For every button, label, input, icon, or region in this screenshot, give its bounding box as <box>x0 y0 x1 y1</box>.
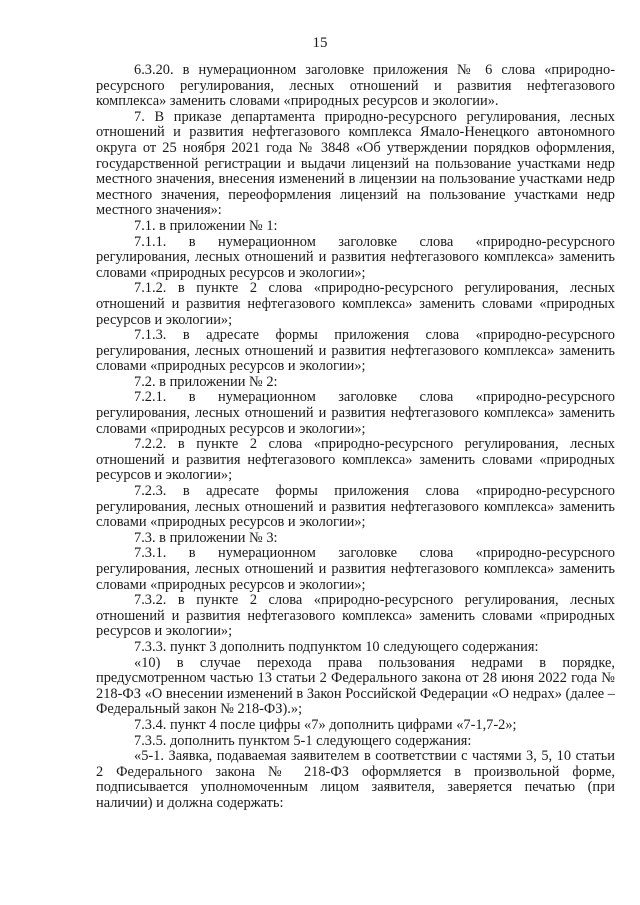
paragraph-7-2-3: 7.2.3. в адресате формы приложения слова «природно-ресурсного регулирования, лесных отношений и развития нефтегазового комплекса» заменить словами «природных ресурсов и экологии»; <box>96 483 615 531</box>
paragraph-7: 7. В приказе департамента природно-ресурсного регулирования, лесных отношений и развития нефтегазового комплекса Ямало-Ненецкого автономного округа от 25 ноября 2021 года № 3848 «Об утверждении порядков оформления, государственной регистрации и выдачи лицензий на пользование участками недр местного значения, внесения изменений в лицензии на пользование участками недр местного значения, переоформления лицензий на пользование участками недр местного значения»: <box>96 108 615 219</box>
paragraph-quote-5-1: «5-1. Заявка, подаваемая заявителем в соответствии с частями 3, 5, 10 статьи 2 Федерального закона № 218-ФЗ оформляется в произвольной форме, подписывается уполномоченным лицом заявителя, заверяется печатью (при наличии) и должна содержать: <box>96 748 615 811</box>
paragraph-7-3: 7.3. в приложении № 3: <box>134 529 278 546</box>
paragraph-7-1-1: 7.1.1. в нумерационном заголовке слова «природно-ресурсного регулирования, лесных отношений и развития нефтегазового комплекса» заменить словами «природных ресурсов и экологии»; <box>96 233 615 281</box>
document-body <box>96 63 615 812</box>
paragraph-7-3-3: 7.3.3. пункт 3 дополнить подпунктом 10 следующего содержания: <box>134 638 539 655</box>
page-number: 15 <box>312 35 328 51</box>
paragraph-7-3-1: 7.3.1. в нумерационном заголовке слова «природно-ресурсного регулирования, лесных отношений и развития нефтегазового комплекса» заменить словами «природных ресурсов и экологии»; <box>96 545 615 593</box>
paragraph-7-3-2: 7.3.2. в пункте 2 слова «природно-ресурсного регулирования, лесных отношений и развития нефтегазового комплекса» заменить словами «природных ресурсов и экологии»; <box>96 592 615 640</box>
paragraph-7-2-1: 7.2.1. в нумерационном заголовке слова «природно-ресурсного регулирования, лесных отношений и развития нефтегазового комплекса» заменить словами «природных ресурсов и экологии»; <box>96 389 615 437</box>
paragraph-7-2-2: 7.2.2. в пункте 2 слова «природно-ресурсного регулирования, лесных отношений и развития нефтегазового комплекса» заменить словами «природных ресурсов и экологии»; <box>96 436 615 484</box>
paragraph-quote-10: «10) в случае перехода права пользования недрами в порядке, предусмотренном частью 13 статьи 2 Федерального закона от 28 июня 2022 года № 218-ФЗ «О внесении изменений в Закон Российской Федерации «О недрах» (далее – Федеральный закон № 218-ФЗ).»; <box>96 654 615 718</box>
paragraph-7-3-4: 7.3.4. пункт 4 после цифры «7» дополнить цифрами «7-1,7-2»; <box>134 716 517 733</box>
paragraph-7-2: 7.2. в приложении № 2: <box>134 373 278 390</box>
paragraph-7-1: 7.1. в приложении № 1: <box>134 217 278 234</box>
paragraph-7-1-3: 7.1.3. в адресате формы приложения слова «природно-ресурсного регулирования, лесных отношений и развития нефтегазового комплекса» заменить словами «природных ресурсов и экологии»; <box>96 327 615 375</box>
paragraph-7-3-5: 7.3.5. дополнить пунктом 5-1 следующего содержания: <box>134 732 472 749</box>
paragraph-7-1-2: 7.1.2. в пункте 2 слова «природно-ресурсного регулирования, лесных отношений и развития нефтегазового комплекса» заменить словами «природных ресурсов и экологии»; <box>96 280 615 328</box>
paragraph-6-3-20: 6.3.20. в нумерационном заголовке приложения № 6 слова «природно-ресурсного регулирования, лесных отношений и развития нефтегазового комплекса» заменить словами «природных ресурсов и экологии». <box>96 62 615 110</box>
